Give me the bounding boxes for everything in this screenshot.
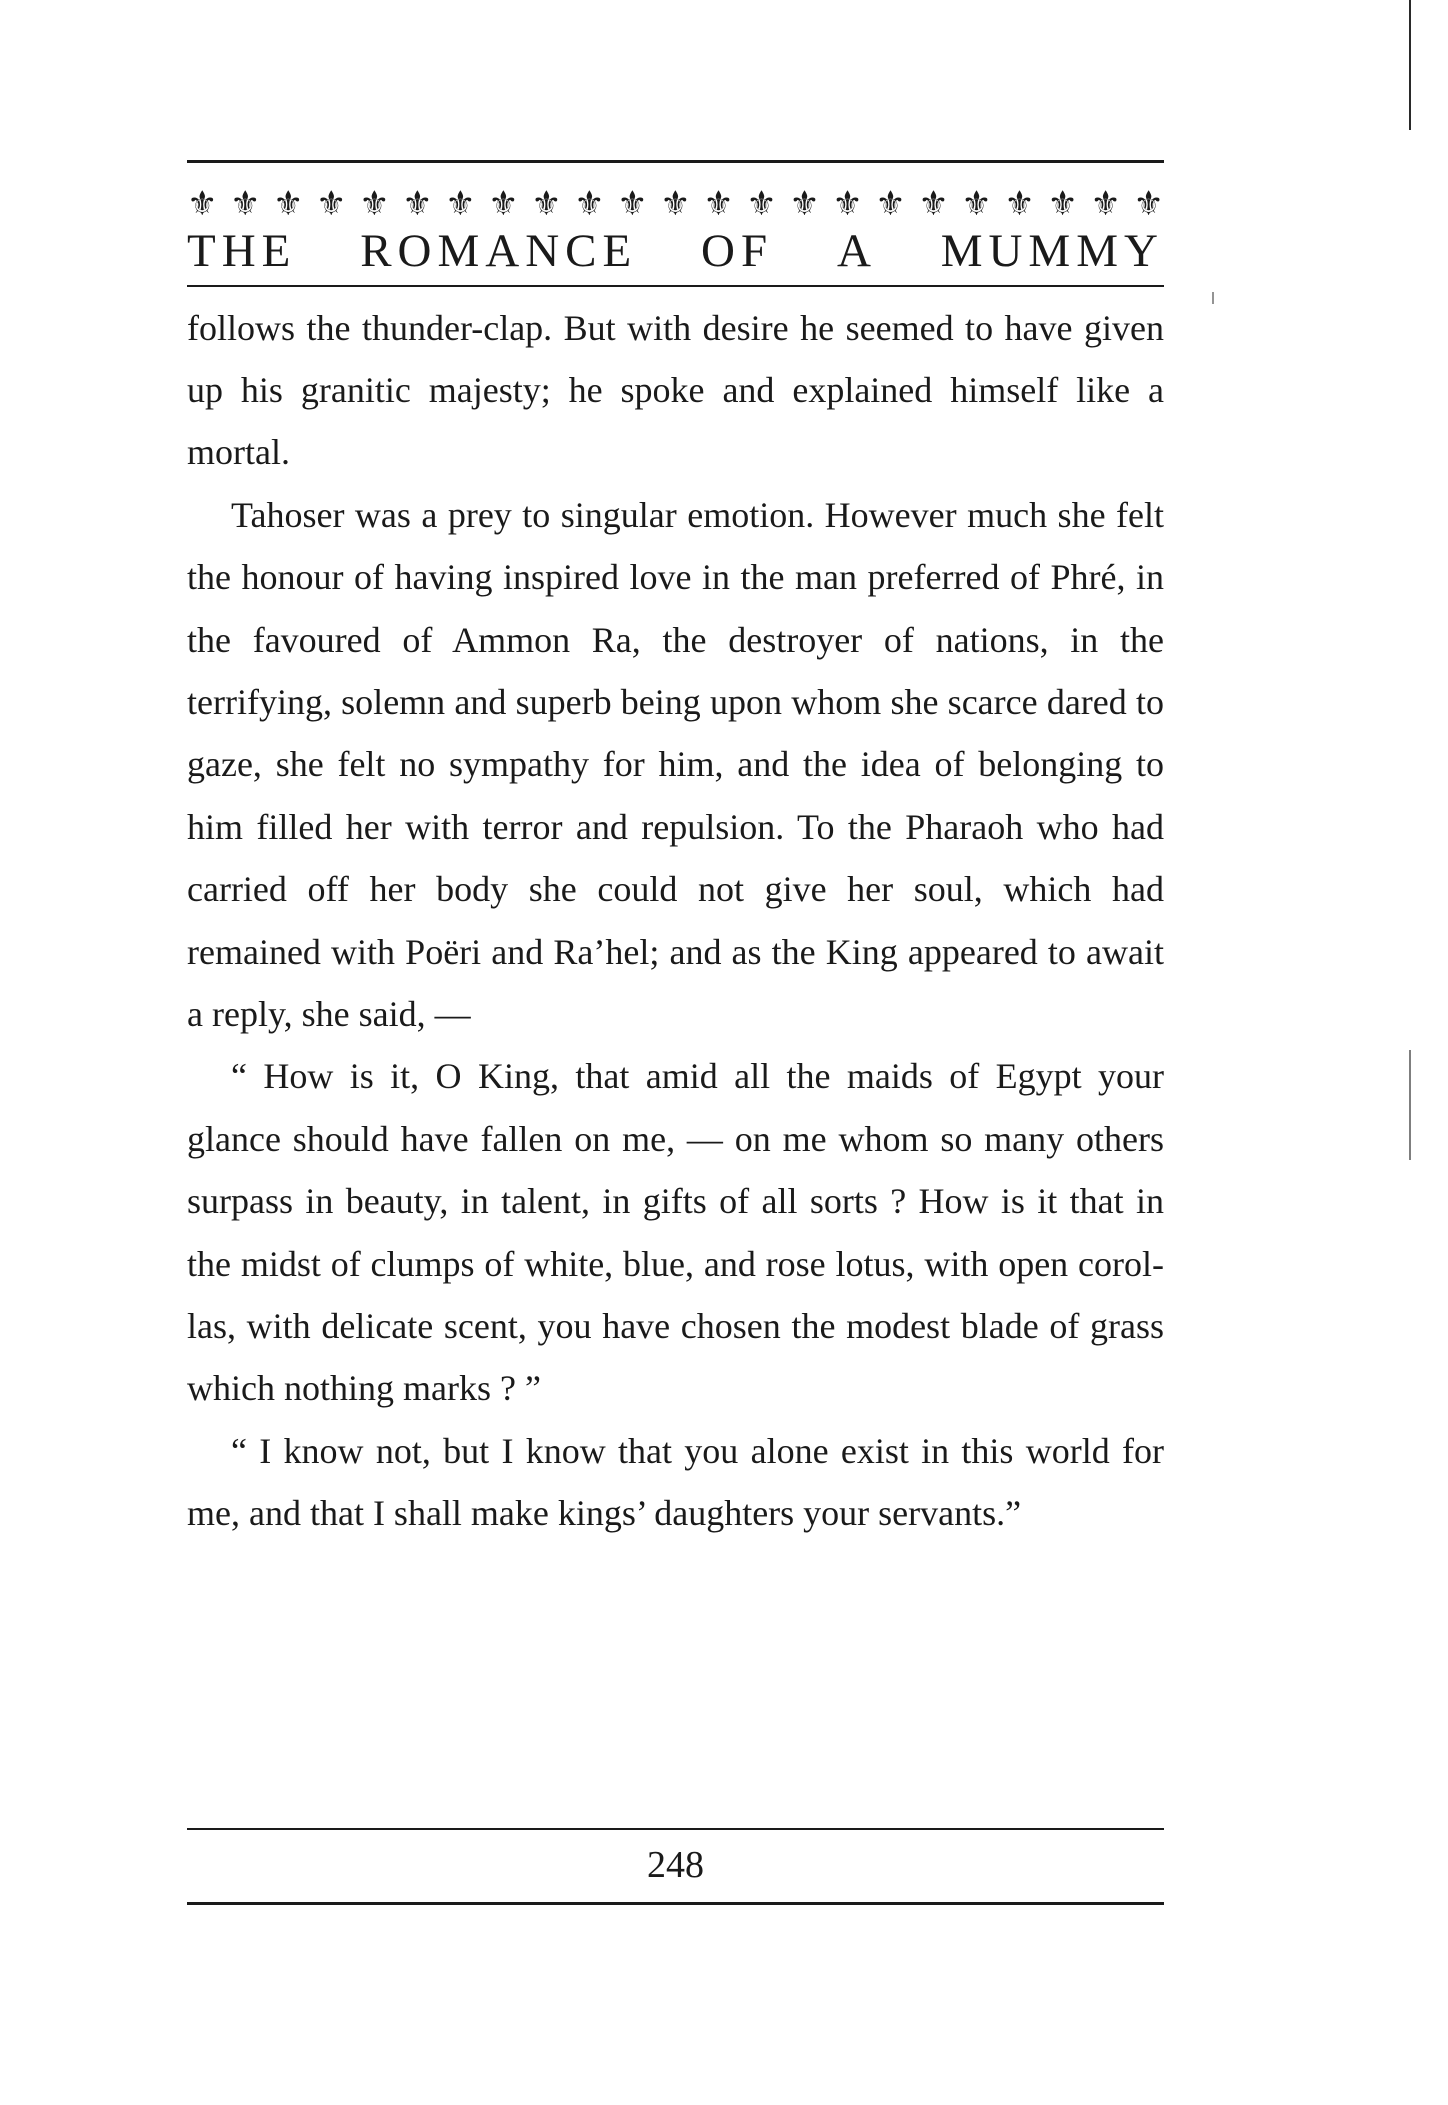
fleur-de-lis-icon: ⚜ (1090, 184, 1121, 224)
fleur-de-lis-icon: ⚜ (316, 184, 347, 224)
fleur-de-lis-icon: ⚜ (789, 184, 820, 224)
running-title-word: ROMANCE (360, 225, 638, 277)
page-number: 248 (647, 1843, 704, 1886)
scan-speck (1212, 292, 1214, 304)
fleur-de-lis-icon: ⚜ (488, 184, 519, 224)
fleur-de-lis-icon: ⚜ (187, 184, 218, 224)
running-title-word: MUMMY (940, 225, 1164, 277)
fleur-de-lis-icon: ⚜ (402, 184, 433, 224)
fleur-de-lis-icon: ⚜ (531, 184, 562, 224)
paragraph-4: “ I know not, but I know that you alone exist in this world for me, and that I shall make kings’ daughters your servants.” (187, 1430, 1164, 1534)
fleur-de-lis-icon: ⚜ (961, 184, 992, 224)
paragraph-2: Tahoser was a prey to singular emotion. However much she felt the honour of having inspired love in the man preferred of Phré, in the favoured of Ammon Ra, the destroyer of nations, in the terrifying, solemn and superb being upon whom she scarce dared to gaze, she felt no sympathy for him, and the idea of belonging to him filled her with terror and repulsion. To the Pharaoh who had carried off her body she could not give her soul, which had remained with Poëri and Ra’hel; and as the King appeared to await a reply, she said, — (187, 494, 1164, 1034)
fleur-de-lis-icon: ⚜ (918, 184, 949, 224)
fleur-de-lis-icon: ⚜ (832, 184, 863, 224)
scan-edge-mark (1409, 0, 1411, 130)
running-title-word: OF (701, 225, 774, 277)
fleur-de-lis-icon: ⚜ (1133, 184, 1164, 224)
header-bottom-rule (187, 285, 1164, 287)
paragraph-3: “ How is it, O King, that amid all the maids of Egypt your glance should have fallen on me, — on me whom so many others surpass in beauty, in talent, in gifts of all sorts ? How is it that in the midst of clumps of white, blue, and rose lotus, with open corollas, with delicate scent, you have chosen the modest blade of grass which nothing marks ? ” (187, 1056, 1164, 1409)
fleur-de-lis-icon: ⚜ (574, 184, 605, 224)
fleur-de-lis-icon: ⚜ (1047, 184, 1078, 224)
fleur-de-lis-icon: ⚜ (875, 184, 906, 224)
header-ornament-band (187, 173, 1164, 224)
fleur-de-lis-icon: ⚜ (746, 184, 777, 224)
page-footer (187, 1828, 1164, 1905)
running-title-word: THE (187, 225, 297, 277)
fleur-de-lis-icon: ⚜ (703, 184, 734, 224)
header-top-rule (187, 160, 1164, 163)
body-text (187, 297, 1164, 1545)
paragraph-1: follows the thunder-clap. But with desire he seemed to have given up his granitic majesty; he spoke and explained himself like a mortal. (187, 307, 1164, 473)
fleur-de-lis-icon: ⚜ (445, 184, 476, 224)
fleur-de-lis-icon: ⚜ (230, 184, 261, 224)
running-title-word: A (836, 225, 877, 277)
running-title (187, 223, 1164, 279)
fleur-de-lis-icon: ⚜ (660, 184, 691, 224)
fleur-de-lis-icon: ⚜ (273, 184, 304, 224)
footer-bottom-rule (187, 1902, 1164, 1905)
scan-edge-mark (1409, 1050, 1411, 1160)
footer-top-rule (187, 1828, 1164, 1830)
fleur-de-lis-icon: ⚜ (617, 184, 648, 224)
book-page (187, 160, 1164, 1545)
fleur-de-lis-icon: ⚜ (1004, 184, 1035, 224)
fleur-de-lis-icon: ⚜ (359, 184, 390, 224)
